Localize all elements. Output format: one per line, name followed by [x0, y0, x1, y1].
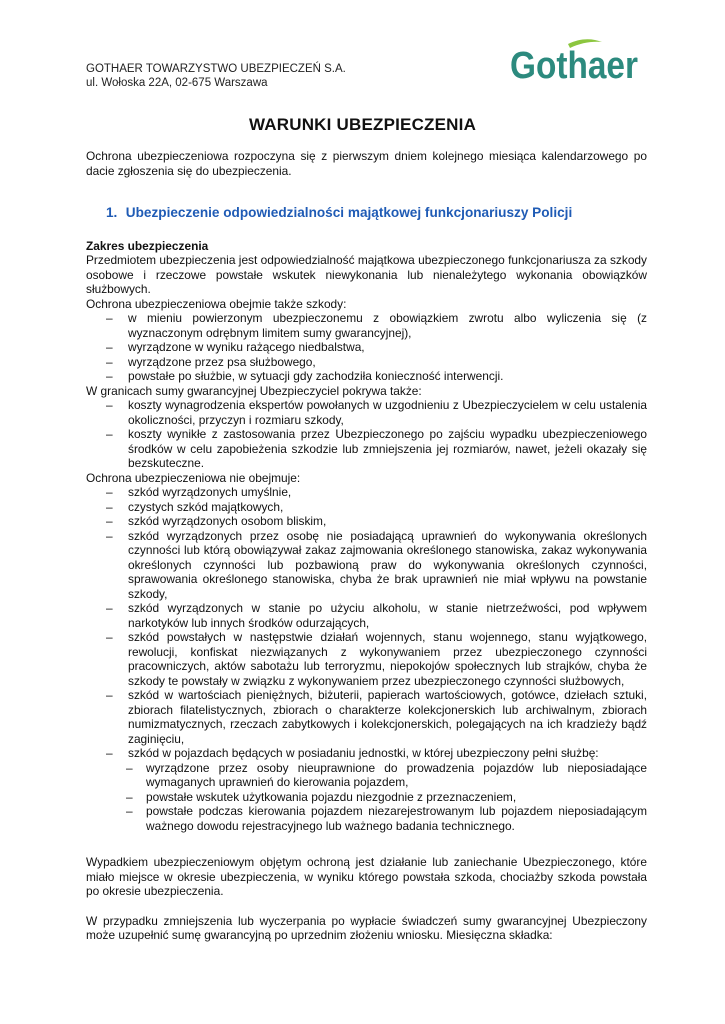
list-item: – szkód wyrządzonych osobom bliskim,	[106, 514, 327, 528]
list-item: – wyrządzone w wyniku rażącego niedbalstwa,	[106, 340, 365, 354]
covers-list	[86, 311, 647, 384]
sum-insured-paragraph: W przypadku zmniejszenia lub wyczerpania po wypłacie świadczeń sumy gwarancyjnej Ubezpieczony może uzupełnić sumę gwarancyjną po uprzednim złożeniu wniosku. Miesięczna składka:	[86, 913, 647, 942]
company-header	[86, 62, 346, 90]
exclusions-intro: Ochrona ubezpieczeniowa nie obejmuje:	[86, 470, 301, 485]
scope-text: Przedmiotem ubezpieczenia jest odpowiedzialność majątkowa ubezpieczonego funkcjonariusza za szkody osobowe i rzeczowe powstałe wskutek niewykonania lub nienależytego wykonania obowiązków służbowych.	[86, 253, 647, 296]
list-item: – szkód w pojazdach będących w posiadaniu jednostki, w której ubezpieczony pełni służbę: – wyrządzone przez osoby nieuprawnione do prowadzenia pojazdów lub nieposiadające wymaganych uprawnień do kierowania pojazdem, – powstałe wskutek użytkowania pojazdu niezgodnie z przeznaczeniem, – powstałe podczas kierowania pojazdem niezarejestrowanym lub pojazdem nieposiadającym ważnego dowodu rejestracyjnego lub ważnego badania technicznego.	[86, 746, 647, 833]
list-item: – szkód w wartościach pieniężnych, biżuterii, papierach wartościowych, gotówce, dziełach sztuki, zbiorach filatelistycznych, zbiorach o charakterze kolekcjonerskich lub archiwalnym, zbiorach numizmatycznych, rzeczach zabytkowych i kolekcjonerskich, polegających na ich kradzieży bądź zaginięciu,	[106, 688, 647, 746]
vehicle-sublist	[86, 761, 647, 834]
logo-text: Gothaer	[510, 45, 639, 87]
company-address: ul. Wołoska 22A, 02-675 Warszawa	[86, 77, 268, 89]
list-item: – szkód wyrządzonych umyślnie,	[106, 485, 292, 499]
costs-intro: W granicach sumy gwarancyjnej Ubezpieczyciel pokrywa także:	[86, 383, 422, 398]
exclusions-list	[86, 485, 647, 833]
gothaer-logo	[508, 38, 648, 90]
list-item: – koszty wynikłe z zastosowania przez Ubezpieczonego po zajściu wypadku ubezpieczeniowego środków w celu zapobieżenia szkodzie lub zmniejszenia jej rozmiarów, nawet, jeżeli okazały się bezskuteczne.	[106, 427, 647, 470]
list-item: – koszty wynagrodzenia ekspertów powołanych w uzgodnieniu z Ubezpieczycielem w celu ustalenia okoliczności, przyczyn i rozmiaru szkody,	[106, 398, 647, 427]
sub-list-item: – wyrządzone przez osoby nieuprawnione do prowadzenia pojazdów lub nieposiadające wymaganych uprawnień do kierowania pojazdem,	[126, 760, 647, 789]
company-name: GOTHAER TOWARZYSTWO UBEZPIECZEŃ S.A.	[86, 63, 346, 75]
covers-intro: Ochrona ubezpieczeniowa obejmie także szkody:	[86, 296, 347, 311]
list-item: – szkód wyrządzonych przez osobę nie posiadającą uprawnień do wykonywania określonych czynności lub którą obowiązywał zakaz zajmowania określonego stanowiska, zakaz wykonywania określonych czynności lub pozbawioną praw do wykonywania określonych czynności, sprawowania określonego stanowiska, chyba że brak uprawnień nie miał wpływu na powstanie szkody,	[106, 528, 647, 601]
document-body	[86, 149, 647, 943]
list-item: – powstałe po służbie, w sytuacji gdy zachodziła konieczność interwencji.	[106, 369, 504, 383]
page-title: WARUNKI UBEZPIECZENIA	[248, 115, 477, 134]
list-item: – czystych szkód majątkowych,	[106, 499, 284, 514]
list-item: – szkód powstałych w następstwie działań wojennych, stanu wojennego, stanu wyjątkowego, rewolucji, konfiskat niezwiązanych z wykonywaniem przez ubezpieczonego czynności pracowniczych, aktów sabotażu lub terroryzmu, niepokojów społecznych lub strajków, chyba że szkody te powstały w związku z wykonywaniem przez ubezpieczonego czynności służbowych,	[106, 630, 647, 688]
section-heading	[86, 206, 647, 221]
list-item: – szkód wyrządzonych w stanie po użyciu alkoholu, w stanie nietrzeźwości, pod wpływem narkotyków lub innych środków odurzających,	[106, 601, 647, 630]
sub-list-item: – powstałe podczas kierowania pojazdem niezarejestrowanym lub pojazdem nieposiadającym ważnego dowodu rejestracyjnego lub ważnego badania technicznego.	[126, 804, 647, 833]
sub-list-item: – powstałe wskutek użytkowania pojazdu niezgodnie z przeznaczeniem,	[126, 789, 517, 804]
list-item: – w mieniu powierzonym ubezpieczonemu z obowiązkiem zwrotu albo wyliczenia się (z wyznaczonym odrębnym limitem sumy gwarancyjnej),	[106, 311, 647, 340]
section-title: Ubezpieczenie odpowiedzialności majątkowej funkcjonariuszy Policji	[125, 205, 573, 220]
intro-paragraph: Ochrona ubezpieczeniowa rozpoczyna się z pierwszym dniem kolejnego miesiąca kalendarzowego po dacie zgłoszenia się do ubezpieczenia.	[86, 149, 647, 178]
section-number: 1.	[106, 205, 118, 220]
scope-title: Zakres ubezpieczenia	[86, 238, 209, 253]
costs-list	[86, 398, 647, 471]
insured-event-paragraph: Wypadkiem ubezpieczeniowym objętym ochroną jest działanie lub zaniechanie Ubezpieczonego, które miało miejsce w okresie ubezpieczenia, w wyniku którego powstała szkoda, chociażby szkoda powstała po okresie ubezpieczenia.	[86, 855, 647, 898]
list-item: – wyrządzone przez psa służbowego,	[106, 354, 316, 369]
